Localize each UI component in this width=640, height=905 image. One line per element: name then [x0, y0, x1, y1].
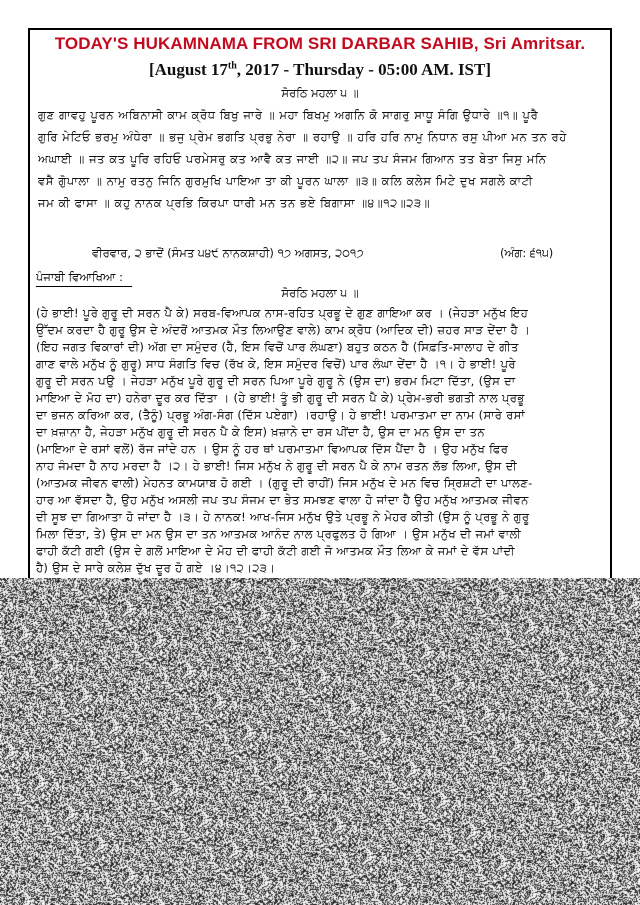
vyakhya-heading: ਸੋਰਠਿ ਮਹਲਾ ੫ ॥: [281, 286, 359, 300]
vyakhya-line: ਉੱਦਮ ਕਰਦਾ ਹੈ ਗੁਰੂ ਉਸ ਦੇ ਅੰਦਰੋਂ ਆਤਮਕ ਮੌਤ ਲਿਆਉਣ ਵਾਲੇ) ਕਾਮ ਕ੍ਰੋਧ (ਆਦਿਕ ਦੀ) ਜ਼ਹਰ ਸਾੜ ਦੇਂਦਾ ਹੈ ।: [36, 323, 531, 337]
shabad-line: ਅਘਾਈ ॥ ਜਤ ਕਤ ਪੂਰਿ ਰਹਿਓ ਪਰਮੇਸਰੁ ਕਤ ਆਵੈ ਕਤ ਜਾਈ ॥੨॥ ਜਪ ਤਪ ਸੰਜਮ ਗਿਆਨ ਤਤ ਬੇਤਾ ਜਿਸੁ ਮਨਿ: [38, 152, 547, 166]
hukamnama-frame: [28, 28, 612, 580]
vyakhya-line: ਨਾਹ ਜੰਮਦਾ ਹੈ ਨਾਹ ਮਰਦਾ ਹੈ ।੨। ਹੇ ਭਾਈ! ਜਿਸ ਮਨੁੱਖ ਨੇ ਗੁਰੂ ਦੀ ਸਰਨ ਪੈ ਕੇ ਨਾਮ ਰਤਨ ਲੱਭ ਲਿਆ, ਉਸ ਦੀ: [36, 459, 518, 473]
vyakhya-line: (ਮਾਇਆ ਦੇ ਰਸਾਂ ਵਲੋਂ) ਰੱਜ ਜਾਂਦੇ ਹਨ । ਉਸ ਨੂੰ ਹਰ ਥਾਂ ਪਰਮਾਤਮਾ ਵਿਆਪਕ ਦਿੱਸ ਪੈਂਦਾ ਹੈ । ਉਹ ਮਨੁੱਖ ਫਿਰ: [36, 442, 509, 456]
vyakhya-line: ਫਾਹੀ ਕੱਟੀ ਗਈ (ਉਸ ਦੇ ਗਲੋਂ ਮਾਇਆ ਦੇ ਮੋਹ ਦੀ ਫਾਹੀ ਕੱਟੀ ਗਈ ਜੋ ਆਤਮਕ ਮੌਤ ਲਿਆ ਕੇ ਜਮਾਂ ਦੇ ਵੱਸ ਪਾਂਦੀ: [36, 544, 515, 558]
vyakhya-line: (ਆਤਮਕ ਜੀਵਨ ਵਾਲੀ) ਮੇਹਨਤ ਕਾਮਯਾਬ ਹੋ ਗਈ । (ਗੁਰੂ ਦੀ ਰਾਹੀਂ) ਜਿਸ ਮਨੁੱਖ ਦੇ ਮਨ ਵਿਚ ਸ੍ਰਿਸ਼ਟੀ ਦਾ ਪਾਲਣ-: [36, 476, 533, 490]
vyakhya-line: ਦਾ ਭਜਨ ਕਰਿਆ ਕਰ, (ਤੈਨੂੰ) ਪ੍ਰਭੂ ਅੰਗ-ਸੰਗ (ਦਿੱਸ ਪਏਗਾ) ।ਰਹਾਉ। ਹੇ ਭਾਈ! ਪਰਮਾਤਮਾ ਦਾ ਨਾਮ (ਸਾਰੇ ਰਸਾਂ: [36, 408, 525, 422]
date-subtitle-prefix: [August 17: [148, 60, 228, 79]
nanakshahi-date-line: ਵੀਰਵਾਰ, ੨ ਭਾਦੋਂ (ਸੰਮਤ ੫੪੯ ਨਾਨਕਸ਼ਾਹੀ) ੧੭ ਅਗਸਤ, ੨੦੧੭: [92, 246, 364, 260]
vyakhya-line: (ਹੇ ਭਾਈ! ਪੂਰੇ ਗੁਰੂ ਦੀ ਸਰਨ ਪੈ ਕੇ) ਸਰਬ-ਵਿਆਪਕ ਨਾਸ-ਰਹਿਤ ਪ੍ਰਭੂ ਦੇ ਗੁਣ ਗਾਇਆ ਕਰ । (ਜੇਹੜਾ ਮਨੁੱਖ ਇਹ: [36, 306, 529, 320]
vyakhya-line: ਹੈ) ਉਸ ਦੇ ਸਾਰੇ ਕਲੇਸ਼ ਦੁੱਖ ਦੂਰ ਹੋ ਗਏ ।੪।੧੨।੨੩।: [36, 561, 276, 575]
vyakhya-line: ਮਿਲਾ ਦਿੱਤਾ, ਤੇ) ਉਸ ਦਾ ਮਨ ਉਸ ਦਾ ਤਨ ਆਤਮਕ ਆਨੰਦ ਨਾਲ ਪ੍ਰਫੁਲਤ ਹੋ ਗਿਆ । ਉਸ ਮਨੁੱਖ ਦੀ ਜਮਾਂ ਵਾਲੀ: [36, 527, 521, 541]
vyakhya-line: (ਇਹ ਜਗਤ ਵਿਕਾਰਾਂ ਦੀ) ਅੱਗ ਦਾ ਸਮੁੰਦਰ (ਹੈ, ਇਸ ਵਿਚੋਂ ਪਾਰ ਲੰਘਣਾ) ਬਹੁਤ ਕਠਨ ਹੈ (ਸਿਫ਼ਤਿ-ਸਾਲਾਹ ਦੇ ਗੀਤ: [36, 340, 519, 354]
vyakhya-line: ਦਾ ਖ਼ਜ਼ਾਨਾ ਹੈ, ਜੇਹੜਾ ਮਨੁੱਖ ਗੁਰੂ ਦੀ ਸਰਨ ਪੈ ਕੇ ਇਸ) ਖ਼ਜ਼ਾਨੇ ਦਾ ਰਸ ਪੀਂਦਾ ਹੈ, ਉਸ ਦਾ ਮਨ ਉਸ ਦਾ ਤਨ: [36, 425, 485, 439]
date-subtitle-sup: th: [227, 60, 237, 72]
shabad-heading: ਸੋਰਠਿ ਮਹਲਾ ੫ ॥: [281, 86, 359, 100]
vyakhya-line: ਹਾਰ ਆ ਵੱਸਦਾ ਹੈ, ਉਹ ਮਨੁੱਖ ਅਸਲੀ ਜਪ ਤਪ ਸੰਜਮ ਦਾ ਭੇਤ ਸਮਝਣ ਵਾਲਾ ਹੋ ਜਾਂਦਾ ਹੈ ਉਹ ਮਨੁੱਖ ਆਤਮਕ ਜੀਵਨ: [36, 493, 529, 507]
vyakhya-line: ਮਾਇਆ ਦੇ ਮੋਹ ਦਾ) ਹਨੇਰਾ ਦੂਰ ਕਰ ਦਿੱਤਾ । (ਹੇ ਭਾਈ! ਤੂੰ ਭੀ ਗੁਰੂ ਦੀ ਸਰਨ ਪੈ ਕੇ) ਪ੍ਰੇਮ-ਭਰੀ ਭਗਤੀ ਨਾਲ ਪ੍ਰਭੂ: [36, 391, 525, 405]
date-subtitle: [30, 60, 610, 80]
shabad-line: ਜਮ ਕੀ ਫਾਸਾ ॥ ਕਹੁ ਨਾਨਕ ਪ੍ਰਭਿ ਕਿਰਪਾ ਧਾਰੀ ਮਨ ਤਨ ਭਏ ਬਿਗਾਸਾ ॥੪॥੧੨॥੨੩॥: [38, 196, 431, 210]
date-subtitle-suffix: , 2017 - Thursday - 05:00 AM. IST]: [236, 60, 492, 79]
page-title: TODAY'S HUKAMNAMA FROM SRI DARBAR SAHIB, Sri Amritsar.: [54, 34, 586, 53]
vyakhya-label: ਪੰਜਾਬੀ ਵਿਆਖਿਆ :: [36, 270, 123, 284]
vyakhya-line: ਗੁਰੂ ਦੀ ਸਰਨ ਪਉ । ਜੇਹੜਾ ਮਨੁੱਖ ਪੂਰੇ ਗੁਰੂ ਦੀ ਸਰਨ ਪਿਆ ਪੂਰੇ ਗੁਰੂ ਨੇ (ਉਸ ਦਾ) ਭਰਮ ਮਿਟਾ ਦਿੱਤਾ, (ਉਸ ਦਾ: [36, 374, 516, 388]
vyakhya-line: ਗਾਣ ਵਾਲੇ ਮਨੁੱਖ ਨੂੰ ਗੁਰੂ) ਸਾਧ ਸੰਗਤਿ ਵਿਚ (ਰੱਖ ਕੇ, ਇਸ ਸਮੁੰਦਰ ਵਿਚੋਂ) ਪਾਰ ਲੰਘਾ ਦੇਂਦਾ ਹੈ ।੧। ਹੇ ਭਾਈ! ਪੂਰੇ: [36, 357, 516, 371]
vyakhya-line: ਦੀ ਸੂਝ ਦਾ ਗਿਆਤਾ ਹੋ ਜਾਂਦਾ ਹੈ ।੩। ਹੇ ਨਾਨਕ! ਆਖ-ਜਿਸ ਮਨੁੱਖ ਉਤੇ ਪ੍ਰਭੂ ਨੇ ਮੇਹਰ ਕੀਤੀ (ਉਸ ਨੂੰ ਪ੍ਰਭੂ ਨੇ ਗੁਰੂ: [36, 510, 530, 524]
ang-number: (ਅੰਗ: ੬੧੫): [500, 246, 554, 260]
shabad-line: ਗੁਰਿ ਮੇਟਿਓ ਭਰਮੁ ਅੰਧੇਰਾ ॥ ਭਜੁ ਪ੍ਰੇਮ ਭਗਤਿ ਪ੍ਰਭੁ ਨੇਰਾ ॥ ਰਹਾਉ ॥ ਹਰਿ ਹਰਿ ਨਾਮੁ ਨਿਧਾਨ ਰਸੁ ਪੀਆ ਮਨ ਤਨ ਰਹੇ: [38, 130, 567, 144]
shabad-line: ਗੁਣ ਗਾਵਹੁ ਪੂਰਨ ਅਬਿਨਾਸੀ ਕਾਮ ਕ੍ਰੋਧ ਬਿਖੁ ਜਾਰੇ ॥ ਮਹਾ ਬਿਖਮੁ ਅਗਨਿ ਕੋ ਸਾਗਰੁ ਸਾਧੂ ਸੰਗਿ ਉਧਾਰੇ ॥੧॥ ਪੂਰੈ: [38, 108, 539, 122]
shabad-line: ਵਸੈ ਗੋੁਪਾਲਾ ॥ ਨਾਮੁ ਰਤਨੁ ਜਿਨਿ ਗੁਰਮੁਖਿ ਪਾਇਆ ਤਾ ਕੀ ਪੂਰਨ ਘਾਲਾ ॥੩॥ ਕਲਿ ਕਲੇਸ ਮਿਟੇ ਦੁਖ ਸਗਲੇ ਕਾਟੀ: [38, 174, 533, 188]
scan-noise-area: [0, 578, 640, 905]
